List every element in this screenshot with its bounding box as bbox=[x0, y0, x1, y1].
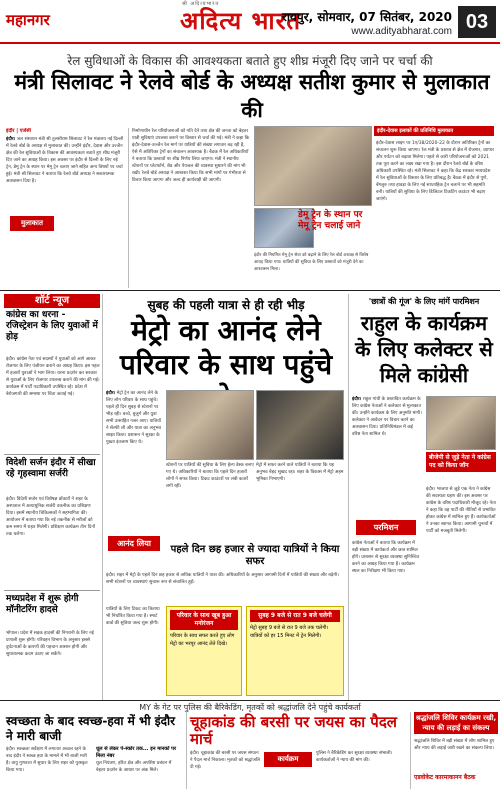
bottom-right-kicker: श्रद्धांजलि शिविर कार्यक्रम रखी, न्याय की लड़ाई का संकल्प bbox=[415, 714, 497, 732]
bottom-right-footer: एडवोकेट कारमाकानन बैठक bbox=[414, 774, 498, 782]
section-divider bbox=[0, 290, 500, 291]
center-box-family: परिवार के साथ खूब हुआ मनोरंजन परिवार के साथ सफर करते हुए लोग मेट्रो का भरपूर आनंद लेते दिखे। bbox=[166, 606, 242, 696]
bottom-left-column-2: धूल से लेकर पे-स्कोर तक... इन मानकों पर मिला नंबर धूल नियंत्रण, हरित क्षेत्र और अपशिष्ट प्रबंधन में बेहतर प्रदर्शन के आधार पर अंक मिले। bbox=[96, 746, 182, 788]
right-column-2: इंदौर। भाजपा से जुड़े एक नेता ने कांग्रेस की सदस्यता ग्रहण की। इस अवसर पर कांग्रेस के वरिष्ठ पदाधिकारी मौजूद रहे। नेता ने कहा कि वह पार्टी की नीतियों से प्रभावित होकर कांग्रेस में शामिल हुए हैं। कार्यकर्ताओं ने उनका स्वागत किया। आगामी चुनावों में पार्टी को मजबूती मिलेगी। bbox=[426, 487, 496, 534]
logo-text: अदित्य भारत bbox=[180, 6, 302, 35]
section-label: महानगर bbox=[6, 11, 50, 29]
center-badge: आनंद लिया bbox=[108, 536, 160, 551]
center-headline: मेट्रो का आनंद लेने परिवार के साथ पहुंचे bbox=[119, 314, 333, 381]
bottom-kicker: MY के गेट पर पुलिस की बैरिकेडिंग, मृतकों को श्रद्धांजलि देने पहुंचे कार्यकर्ता bbox=[139, 703, 361, 712]
issue-date: रायपुर, सोमवार, 07 सितंबर, 2020 bbox=[281, 10, 452, 24]
column-rule bbox=[186, 712, 187, 789]
bottom-center-column-2: पुलिस ने बैरिकेडिंग कर सुरक्षा व्यवस्था संभाली। कार्यकर्ताओं ने न्याय की मांग की। bbox=[316, 751, 393, 763]
right-badge: परमिशन bbox=[356, 520, 416, 535]
bottom-left-subhead: धूल से लेकर पे-स्कोर तक... इन मानकों पर मिला नंबर bbox=[96, 746, 177, 759]
bottom-left-column-1: इंदौर। स्वच्छता सर्वेक्षण में लगातार अव्वल रहने के बाद इंदौर ने स्वच्छ हवा के मामले में भी बाजी मारी है। वायु गुणवत्ता में सुधार के लिए शहर को पुरस्कृत किया गया। bbox=[6, 747, 88, 773]
center-column-2: स्टेशनों पर यात्रियों की सुविधा के लिए हेल्प डेस्क बनाए गए थे। अधिकारियों ने बताया कि पहले दिन हजारों लोगों ने सफर किया। टिकट काउंटरों पर लंबी कतारें लगी रहीं। bbox=[166, 463, 254, 489]
column-rule bbox=[102, 294, 103, 700]
bottom-center-headline: चूहाकांड की बरसी पर जयस का पैदल मार्च bbox=[190, 713, 397, 748]
column-rule bbox=[128, 128, 129, 288]
lead-photo-caption: इंदौर-देवास इलाकों की प्रतिनिधि मुलाकात bbox=[374, 126, 494, 136]
center-photo-2 bbox=[256, 390, 344, 460]
section-divider bbox=[0, 700, 500, 701]
center-subhead: पहले दिन छह हजार से ज्यादा यात्रियों ने किया सफर bbox=[170, 544, 340, 567]
lead-column-2: निर्माणाधीन रेल परियोजनाओं को गति देने तथा क्षेत्र की जनता को बेहतर यात्री सुविधाएं उपलब्ध कराने पर विस्तार से चर्चा की गई। मंत्री ने कहा कि इंदौर-देवास-उज्जैन रेल मार्ग पर यात्रियों की संख्या लगातार बढ़ रही है, ऐसे में अतिरिक्त ट्रेनों का संचालन आवश्यक है। बैठक में रेल अधिकारियों ने बताया कि प्रस्तावों पर शीघ्र निर्णय लिया जाएगा। मंत्री ने स्थानीय स्टेशनों पर प्लेटफॉर्म, शेड और पेयजल की व्यवस्था सुधारने की मांग भी रखी। रेलवे बोर्ड अध्यक्ष ने आश्वस्त किया कि सभी मांगों पर गंभीरता से विचार किया जाएगा और जल्द ही कार्यवाही की जाएगी। bbox=[132, 129, 250, 183]
center-column-1: इंदौर। मेट्रो ट्रेन का आनंद लेने के लिए लोग परिवार के साथ पहुंचे। पहले ही दिन सुबह से स्टेशनों पर भीड़ रही। बच्चे, बुजुर्ग और युवा सभी उत्साहित नजर आए। यात्रियों ने सेल्फी ली और यात्रा का अनुभव साझा किया। प्रशासन ने सुरक्षा के पुख्ता इंतजाम किए थे। bbox=[106, 391, 161, 445]
shortnews-item1-body: इंदौर। कांग्रेस नेता एवं सदस्यों ने युवाओं को आगे आकर रोजगार के लिए पंजीयन कराने का आग्रह किया। इस पहल में हजारों युवाओं ने भाग लिया। धरना प्रदर्शन कर सरकार से युवाओं के लिए रोजगार उपलब्ध कराने की मांग की गई। कार्यक्रम में पार्टी पदाधिकारी उपस्थित रहे। प्रदेश में बेरोजगारी की समस्या पर चिंता जताई गई। bbox=[6, 357, 100, 397]
column-rule bbox=[348, 294, 349, 700]
bottom-center-column-1: इंदौर। चूहाकांड की बरसी पर जयस संगठन ने पैदल मार्च निकाला। मृतकों को श्रद्धांजलि दी गई। bbox=[190, 751, 260, 770]
lead-column-1: इंदौर | एजेंसी इंदौर। जल संसाधन मंत्री श्री तुलसीराम सिलावट ने रेल मंत्रालय नई दिल्ली में रेलवे बोर्ड के अध्यक्ष से मुलाकात की। उन्होंने इंदौर, देवास और उज्जैन क्षेत्र की रेल सुविधाओं के विकास की आवश्यकता बताते हुए शीघ्र मंजूरी दिए जाने का आग्रह किया। इस अवसर पर इंदौर से दिल्ली के लिए नई ट्रेन, डेमू ट्रेन के स्थान पर मेमू ट्रेन चलाए जाने सहित अन्य विषयों पर चर्चा हुई। मंत्री श्री सिलावट ने बताया कि रेलवे बोर्ड अध्यक्ष ने सकारात्मक आश्वासन दिया है। bbox=[6, 128, 124, 184]
right-photo bbox=[426, 396, 496, 450]
bottom-right-body: श्रद्धांजलि शिविर में बड़ी संख्या में लोग शामिल हुए और न्याय की लड़ाई जारी रखने का संकल्प लिया। bbox=[414, 739, 495, 751]
center-photo-1 bbox=[166, 390, 254, 460]
right-headline: राहुल के कार्यक्रम के लिए कलेक्टर से मिले कांग्रेसी bbox=[355, 311, 493, 387]
page-number: 03 bbox=[458, 6, 496, 38]
box-timing-title: सुबह 9 बजे से रात 9 बजे चलेगी bbox=[250, 610, 340, 622]
right-kicker: 'छात्रों की गूंज' के लिए मांगें पारमिशन bbox=[368, 297, 480, 306]
shortnews-item2-title: विदेशी सर्जन इंदौर में सीखा रहे गृहस्वामा सर्जरी bbox=[6, 458, 100, 480]
right-column-1b: कांग्रेस नेताओं ने बताया कि कार्यक्रम में बड़ी संख्या में कार्यकर्ता और छात्र शामिल होंगे। प्रशासन से सुरक्षा व्यवस्था सुनिश्चित करने का आग्रह किया गया है। कार्यक्रम स्थल का निरीक्षण भी किया गया। bbox=[352, 541, 420, 574]
lead-side-caption: डेमू ट्रेन के स्थान पर मेमू ट्रेन चलाई जाने bbox=[298, 210, 363, 231]
lead-badge: मुलाकात bbox=[10, 216, 54, 231]
lead-kicker: रेल सुविधाओं के विकास की आवश्यकता बताते हुए शीघ्र मंजूरी दिए जाने पर चर्चा की bbox=[67, 54, 433, 68]
center-kicker: सुबह की पहली यात्रा से ही रही भीड़ bbox=[147, 298, 305, 312]
center-column-3: मेट्रो में सफर करने वाले यात्रियों ने बताया कि यह अनुभव बेहद सुखद रहा। शहर के विकास में मेट्रो अहम भूमिका निभाएगी। bbox=[256, 463, 344, 482]
center-box-timing: सुबह 9 बजे से रात 9 बजे चलेगी मेट्रो सुबह 9 बजे से रात 9 बजे तक चलेगी। यात्रियों को हर 15 मिनट में ट्रेन मिलेगी। bbox=[246, 606, 344, 696]
shortnews-item2-body: इंदौर। विदेशी सर्जन एवं विशेषज्ञ डॉक्टरों ने शहर के अस्पताल में अत्याधुनिक सर्जरी तकनीक का प्रशिक्षण दिया। इसमें स्थानीय चिकित्सकों ने सहभागिता की। आयोजन में बताया गया कि नई तकनीक से मरीजों को कम समय में राहत मिलेगी। प्रशिक्षण कार्यक्रम तीन दिनों तक चलेगा। bbox=[6, 497, 95, 537]
shortnews-item1-title: कांग्रेस का धरना - रजिस्ट्रेशन के लिए युवाओं में होड़ bbox=[6, 310, 100, 343]
column-rule bbox=[410, 712, 411, 789]
right-column-1: इंदौर। राहुल गांधी के प्रस्तावित कार्यक्रम के लिए कांग्रेस नेताओं ने कलेक्टर से मुलाकात की। उन्होंने कार्यक्रम के लिए अनुमति मांगी। कलेक्टर ने आवेदन पर विचार करने का आश्वासन दिया। प्रतिनिधिमंडल में कई वरिष्ठ नेता शामिल थे। bbox=[352, 397, 422, 437]
lead-photo-meeting bbox=[254, 126, 372, 206]
center-column-extra: यात्रियों के लिए टिकट का किराया भी निर्धारित किया गया है। स्मार्ट कार्ड की सुविधा जल्द शुरू होगी। bbox=[106, 607, 160, 626]
shortnews-banner: शॉर्ट न्यूज bbox=[4, 294, 100, 308]
logo-tagline: श्री अदित्यभारत bbox=[182, 1, 220, 7]
bottom-left-headline: स्वच्छता के बाद स्वच्छ-हवा में भी इंदौर ने मारी बाजी bbox=[6, 714, 176, 743]
shortnews-item3-title: मध्यप्रदेश में शुरू होगी मॉनीटरिंग हादसे bbox=[6, 594, 100, 616]
lead-dateline: इंदौर | एजेंसी bbox=[6, 128, 31, 134]
right-photo-caption: बीजेपी से जुड़े नेता ने कांग्रेस पद को किया जॉन bbox=[426, 452, 496, 472]
column-rule bbox=[4, 454, 100, 455]
box-family-title: परिवार के साथ खूब हुआ मनोरंजन bbox=[170, 610, 238, 630]
center-summary: इंदौर। शहर में मेट्रो के पहले दिन छह हजार से अधिक यात्रियों ने यात्रा की। अधिकारियों के अनुसार आगामी दिनों में यात्रियों की संख्या और बढ़ेगी। सभी स्टेशनों पर व्यवस्थाएं सुचारू रूप से संचालित हुईं। bbox=[106, 573, 339, 585]
lead-column-4: इंदौर-देवास लाइन पर 1ए/38/2020-22 के दौरान अतिरिक्त ट्रेनों का संचालन शुरू किया जाएगा। रेल मंत्री के प्रस्ताव से क्षेत्र में रोजगार, व्यापार और पर्यटन को बढ़ावा मिलेगा। पहले से जारी परियोजनाओं को 2021 तक पूरा करने का लक्ष्य रखा गया है। इस दौरान रेलवे बोर्ड के वरिष्ठ अधिकारी उपस्थित रहे। मंत्री सिलावट ने कहा कि केंद्र सरकार मध्यप्रदेश में रेल सुविधाओं के विस्तार के लिए प्रतिबद्ध है। बैठक में इंदौर से पुणे, बेंगलुरु तथा हावड़ा के लिए नई साप्ताहिक ट्रेन चलाने पर भी सहमति बनी। यात्रियों की सुविधा के लिए डिजिटल टिकटिंग काउंटर भी बढ़ाए जाएंगे। bbox=[376, 141, 494, 202]
lead-headline: मंत्री सिलावट ने रेलवे बोर्ड के अध्यक्ष सतीश कुमार से मुलाकात की bbox=[14, 70, 490, 122]
masthead bbox=[0, 0, 500, 44]
column-rule bbox=[4, 590, 100, 591]
lead-photo-text: इंदौर की नियमित मेमू ट्रेन सेवा को बढ़ाने के लिए रेल बोर्ड अध्यक्ष से विशेष आग्रह किया गया। यात्रियों की सुविधा के लिए प्रस्तावों को मंजूरी देने का आश्वासन मिला। bbox=[254, 253, 369, 272]
website-url[interactable]: www.adityabharat.com bbox=[351, 26, 452, 37]
bottom-center-badge: कार्यक्रम bbox=[264, 752, 312, 767]
shortnews-item3-body: भोपाल। प्रदेश में सड़क हादसों की निगरानी के लिए नई प्रणाली शुरू होगी। परिवहन विभाग के अनुसार इससे दुर्घटनाओं के कारणों की पहचान आसान होगी और सुधारात्मक कदम उठाए जा सकेंगे। bbox=[6, 631, 94, 657]
